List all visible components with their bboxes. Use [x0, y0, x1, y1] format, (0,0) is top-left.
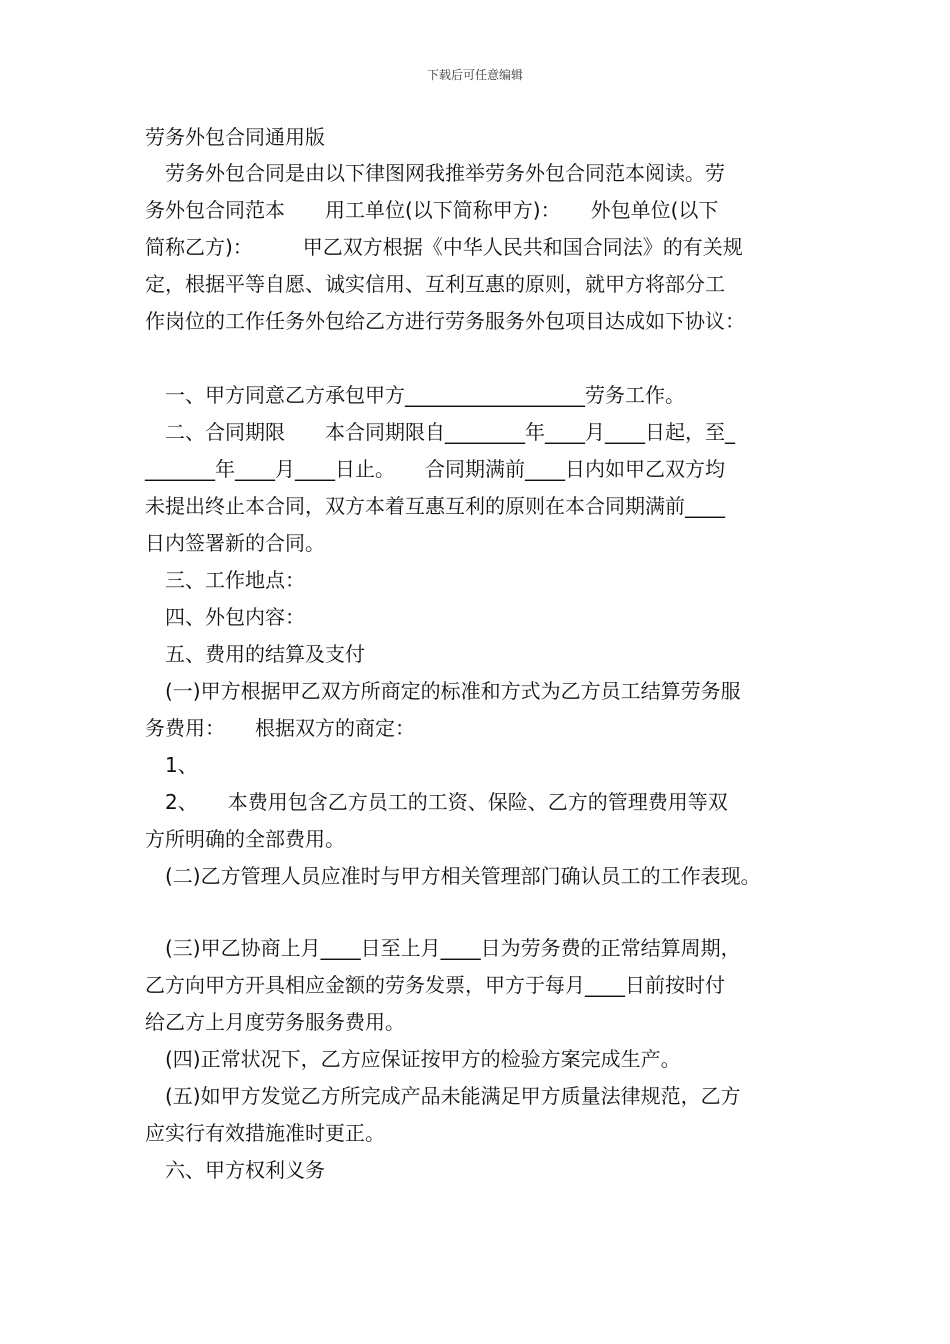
paragraph-line: 简称乙方)： 甲乙双方根据《中华人民共和国合同法》的有关规	[145, 235, 743, 259]
clause-line: 五、费用的结算及支付	[145, 642, 365, 666]
clause-line: 务费用： 根据双方的商定：	[145, 716, 415, 740]
clause-line: (一)甲方根据甲乙双方所商定的标准和方式为乙方员工结算劳务服	[145, 679, 741, 703]
clause-line: 日内签署新的合同。	[145, 531, 325, 555]
clause-line: (三)甲乙协商上月____日至上月____日为劳务费的正常结算周期，	[145, 936, 741, 960]
clause-line: 方所明确的全部费用。	[145, 827, 345, 851]
clause-line: (二)乙方管理人员应准时与甲方相关管理部门确认员工的工作表现。	[145, 864, 761, 888]
clause-line: 三、工作地点：	[145, 568, 305, 592]
paragraph-line: 定，根据平等自愿、诚实信用、互利互惠的原则，就甲方将部分工	[145, 272, 725, 296]
clause-line: 应实行有效措施准时更正。	[145, 1121, 385, 1145]
header-note: 下载后可任意编辑	[426, 68, 523, 82]
paragraph-line: 作岗位的工作任务外包给乙方进行劳务服务外包项目达成如下协议：	[145, 309, 745, 333]
clause-line: 未提出终止本合同，双方本着互惠互利的原则在本合同期满前____	[145, 494, 725, 518]
paragraph-line: 务外包合同范本 用工单位(以下简称甲方)： 外包单位(以下	[145, 198, 719, 222]
clause-line: 给乙方上月度劳务服务费用。	[145, 1010, 405, 1034]
clause-line: (五)如甲方发觉乙方所完成产品未能满足甲方质量法律规范，乙方	[145, 1084, 741, 1108]
clause-line: 一、甲方同意乙方承包甲方__________________劳务工作。	[145, 383, 685, 407]
paragraph-line: 劳务外包合同是由以下律图网我推举劳务外包合同范本阅读。劳	[145, 161, 725, 185]
clause-line: 二、合同期限 本合同期限自________年____月____日起，至_	[145, 420, 735, 444]
clause-line: 1、	[145, 753, 198, 777]
clause-line: (四)正常状况下，乙方应保证按甲方的检验方案完成生产。	[145, 1047, 681, 1071]
clause-line: 乙方向甲方开具相应金额的劳务发票，甲方于每月____日前按时付	[145, 973, 725, 997]
document-title: 劳务外包合同通用版	[145, 125, 325, 149]
clause-line: 四、外包内容：	[145, 605, 305, 629]
clause-line: 2、 本费用包含乙方员工的工资、保险、乙方的管理费用等双	[145, 790, 728, 814]
clause-line: _______年____月____日止。 合同期满前____日内如甲乙双方均	[145, 457, 725, 481]
section-heading: 六、甲方权利义务	[145, 1158, 325, 1182]
